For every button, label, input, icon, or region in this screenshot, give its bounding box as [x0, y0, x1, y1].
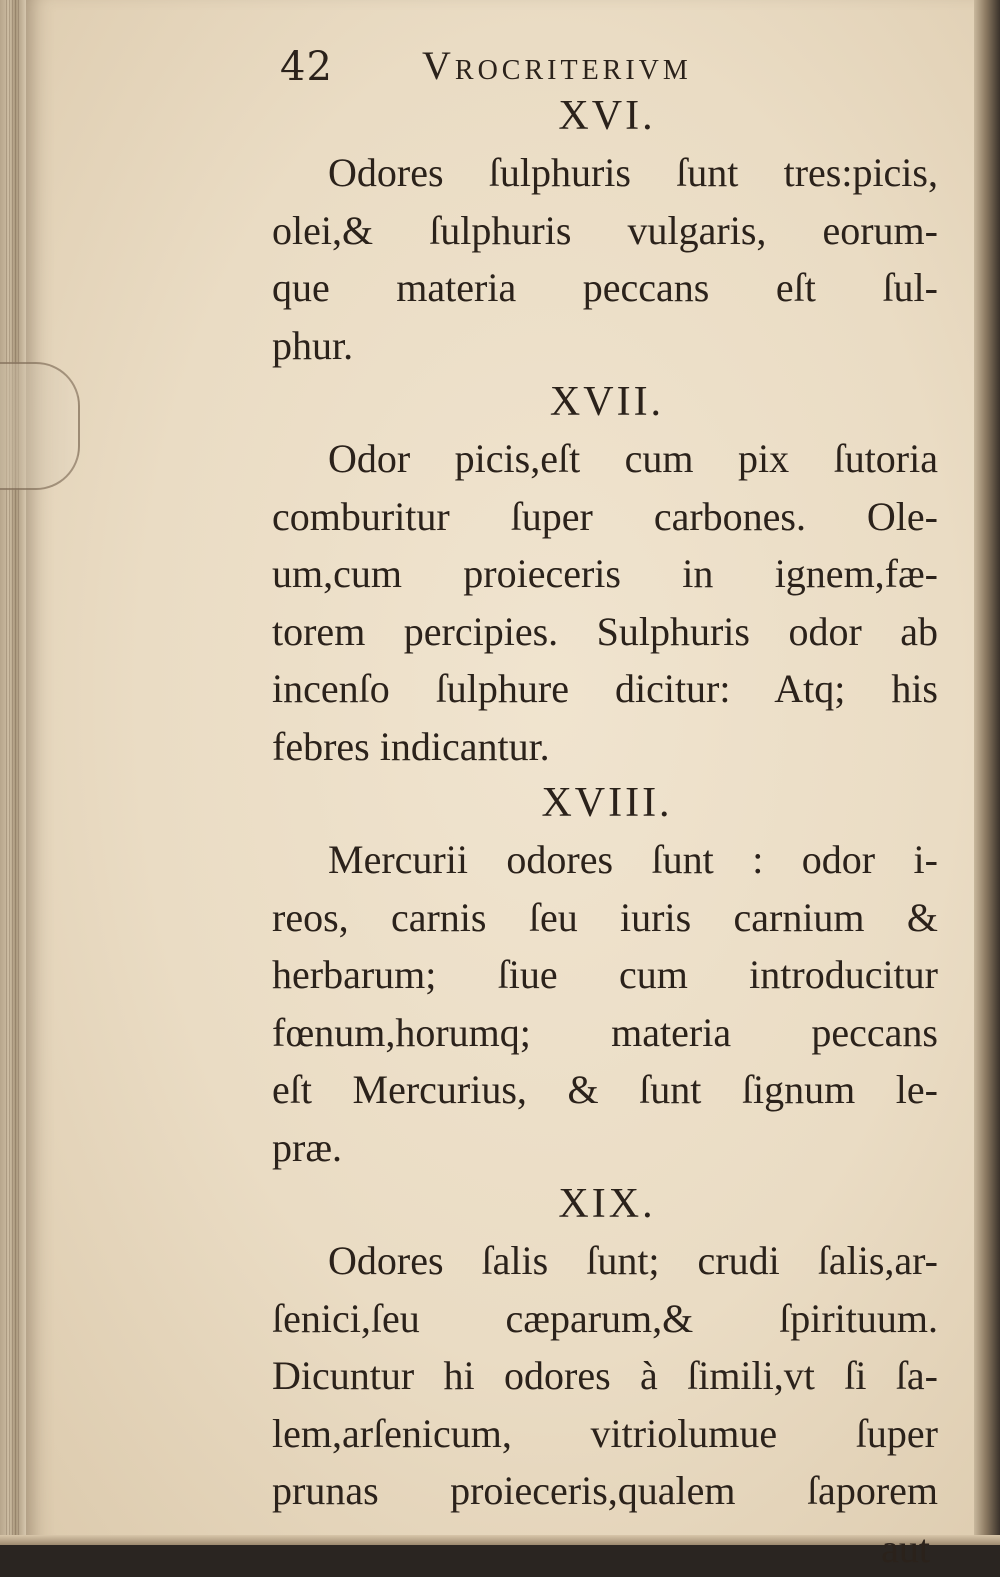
- text-line: comburitur ſuper carbones. Ole-: [272, 488, 938, 546]
- paragraph: [272, 430, 938, 775]
- clasp-tab: [0, 362, 80, 490]
- text-line: febres indicantur.: [272, 718, 938, 776]
- paragraph: [272, 831, 938, 1176]
- text-line: ſenici,ſeu cæparum,& ſpirituum.: [272, 1290, 938, 1348]
- page-stack-edge: [0, 0, 26, 1545]
- page-number: 42: [280, 44, 333, 90]
- running-title: Vrocriterivm: [422, 42, 692, 89]
- text-line: reos, carnis ſeu iuris carnium &: [272, 889, 938, 947]
- text-line: herbarum; ſiue cum introducitur: [272, 946, 938, 1004]
- text-line: um,cum proieceris in ignem,fæ-: [272, 545, 938, 603]
- text-line: incenſo ſulphure dicitur: Atq; his: [272, 660, 938, 718]
- section-numeral: XVIII.: [276, 775, 938, 831]
- catchword: aut: [272, 1520, 938, 1577]
- binding-edge: [974, 0, 1000, 1545]
- text-line: fœnum,horumq; materia peccans: [272, 1004, 938, 1062]
- page-header: [272, 30, 938, 88]
- section-numeral: XIX.: [276, 1176, 938, 1232]
- text-line: Odores ſalis ſunt; crudi ſalis,ar-: [272, 1232, 938, 1290]
- text-line: Odor picis,eſt cum pix ſutoria: [272, 430, 938, 488]
- section-numeral: XVII.: [276, 374, 938, 430]
- section-numeral: XVI.: [276, 88, 938, 144]
- paragraph: [272, 144, 938, 374]
- text-line: eſt Mercurius, & ſunt ſignum le-: [272, 1061, 938, 1119]
- text-line: Mercurii odores ſunt : odor i-: [272, 831, 938, 889]
- paragraph: [272, 1232, 938, 1520]
- text-line: que materia peccans eſt ſul-: [272, 259, 938, 317]
- text-block: [272, 30, 938, 1577]
- text-line: phur.: [272, 317, 938, 375]
- text-line: torem percipies. Sulphuris odor ab: [272, 603, 938, 661]
- text-line: Odores ſulphuris ſunt tres:picis,: [272, 144, 938, 202]
- text-line: lem,arſenicum, vitriolumue ſuper: [272, 1405, 938, 1463]
- text-line: præ.: [272, 1119, 938, 1177]
- text-line: olei,& ſulphuris vulgaris, eorum-: [272, 202, 938, 260]
- text-line: Dicuntur hi odores à ſimili,vt ſi ſa-: [272, 1347, 938, 1405]
- text-line: prunas proieceris,qualem ſaporem: [272, 1462, 938, 1520]
